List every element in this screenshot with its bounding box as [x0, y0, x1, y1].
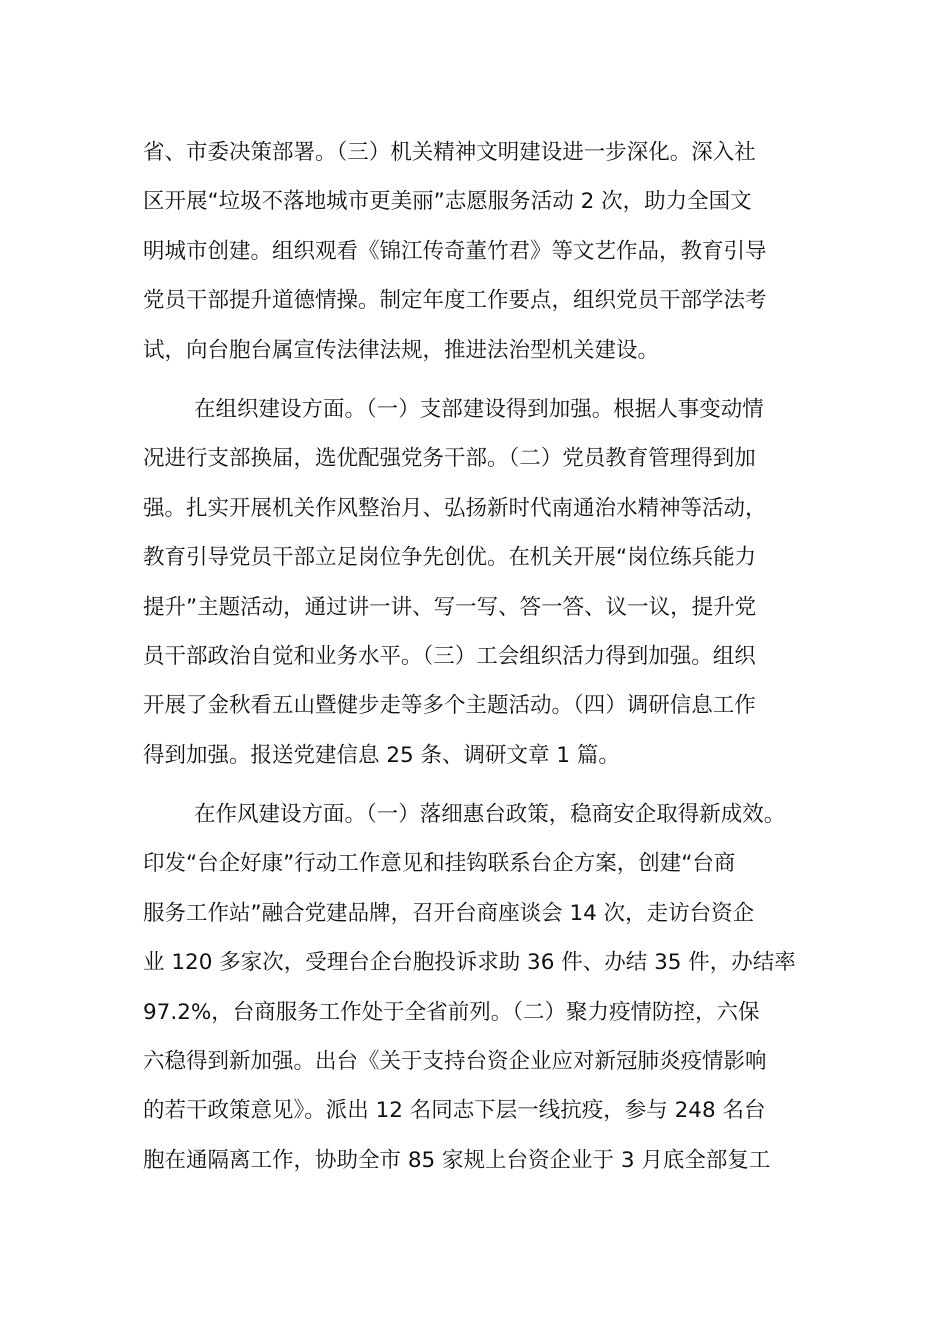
text-line: 服务工作站”融合党建品牌，召开台商座谈会 14 次，走访台资企 [143, 900, 755, 926]
paragraph-style-building [143, 790, 811, 1185]
text-line: 省、市委决策部署。（三）机关精神文明建设进一步深化。深入社 [143, 140, 756, 165]
text-line: 的若干政策意见》。派出 12 名同志下层一线抗疫，参与 248 名台 [143, 1098, 766, 1124]
text-line: 在作风建设方面。（一）落细惠台政策，稳商安企取得新成效。 [194, 802, 786, 828]
text-line: 97.2%，台商服务工作处于全省前列。（二）聚力疫情防控，六保 [143, 999, 760, 1025]
text-line: 况进行支部换届，选优配强党务干部。（二）党员教育管理得到加 [143, 446, 756, 472]
text-line: 明城市创建。组织观看《锦江传奇董竹君》等文艺作品，教育引导 [143, 238, 767, 264]
paragraph-organization-building [143, 385, 811, 780]
paragraph-spiritual-civilization [143, 128, 811, 375]
text-line: 强。扎实开展机关作风整治月、弘扬新时代南通治水精神等活动， [143, 495, 767, 521]
text-line: 印发“台企好康”行动工作意见和挂钩联系台企方案，创建“台商 [143, 851, 736, 877]
text-line: 试，向台胞台属宣传法律法规，推进法治型机关建设。 [143, 337, 660, 363]
text-line: 区开展“垃圾不落地城市更美丽”志愿服务活动 2 次，助力全国文 [143, 189, 752, 215]
text-line: 开展了金秋看五山暨健步走等多个主题活动。（四）调研信息工作 [143, 693, 756, 719]
text-line: 党员干部提升道德情操。制定年度工作要点，组织党员干部学法考 [143, 288, 767, 314]
text-line: 提升”主题活动，通过讲一讲、写一写、答一答、议一议，提升党 [143, 594, 757, 620]
document-body [143, 128, 811, 1195]
text-line: 员干部政治自觉和业务水平。（三）工会组织活力得到加强。组织 [143, 643, 756, 669]
text-line: 在组织建设方面。（一）支部建设得到加强。根据人事变动情 [194, 396, 764, 422]
text-line: 胞在通隔离工作，协助全市 85 家规上台资企业于 3 月底全部复工 [143, 1147, 771, 1173]
text-line: 业 120 多家次，受理台企台胞投诉求助 36 件、办结 35 件，办结率 [143, 950, 796, 976]
text-line: 教育引导党员干部立足岗位争先创优。在机关开展“岗位练兵能力 [143, 545, 757, 571]
text-line: 得到加强。报送党建信息 25 条、调研文章 1 篇。 [143, 742, 620, 768]
text-line: 六稳得到新加强。出台《关于支持台资企业应对新冠肺炎疫情影响 [143, 1049, 767, 1075]
